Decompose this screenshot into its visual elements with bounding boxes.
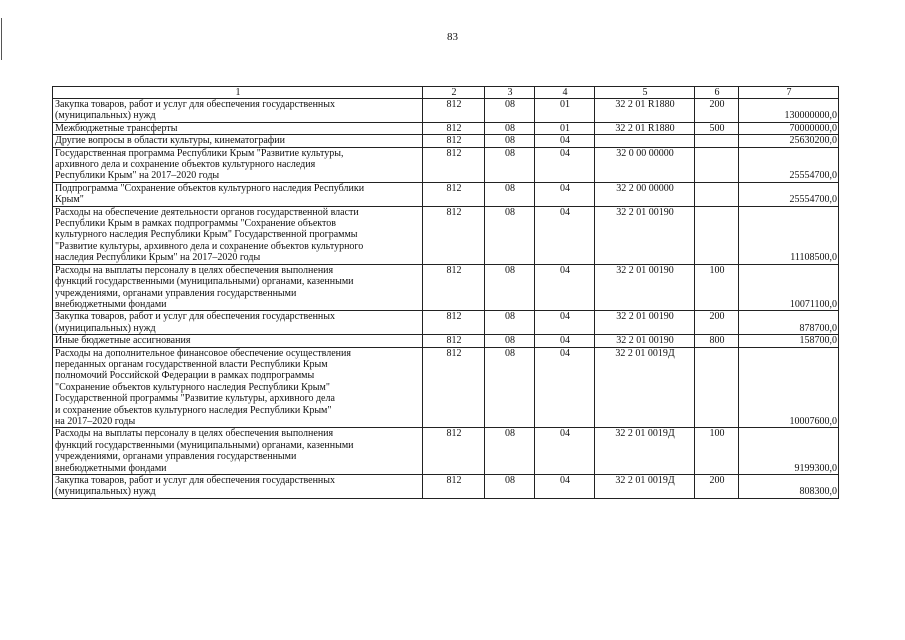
cell-name-line: Закупка товаров, работ и услуг для обеспечения государственных <box>55 475 336 486</box>
cell-rz: 08 <box>485 264 535 311</box>
cell-vr <box>695 147 739 182</box>
cell-name-line: полномочий Российской Федерации в рамках подпрограммы <box>55 370 315 382</box>
cell-csr: 32 2 01 00190 <box>595 311 695 335</box>
cell-vr <box>695 206 739 264</box>
cell-vr <box>695 135 739 147</box>
cell-gr: 812 <box>423 475 485 499</box>
cell-name-line: Расходы на дополнительное финансовое обеспечение осуществления <box>55 347 351 359</box>
cell-name <box>53 311 423 335</box>
header-cell-csr: 5 <box>595 87 695 99</box>
cell-gr: 812 <box>423 147 485 182</box>
table-row <box>53 135 839 147</box>
cell-rz: 08 <box>485 135 535 147</box>
cell-name-line: Республики Крым" на 2017–2020 годы <box>55 170 220 182</box>
cell-name-line: и сохранение объектов культурного наследия Республики Крым" <box>55 404 332 416</box>
cell-name-line: культурного наследия Республики Крым" Государственной программы <box>55 229 358 241</box>
cell-pr: 04 <box>535 206 595 264</box>
cell-pr: 04 <box>535 335 595 347</box>
cell-name-line: Закупка товаров, работ и услуг для обеспечения государственных <box>55 99 336 110</box>
table-row <box>53 428 839 475</box>
cell-amount: 878700,0 <box>739 311 839 335</box>
cell-name-line: Государственной программы "Развитие культуры, архивного дела <box>55 393 335 405</box>
cell-name-line: Республики Крым в рамках подпрограммы "Сохранение объектов <box>55 218 336 230</box>
cell-name <box>53 347 423 428</box>
cell-gr: 812 <box>423 122 485 134</box>
cell-rz: 08 <box>485 347 535 428</box>
cell-csr: 32 2 01 R1880 <box>595 122 695 134</box>
cell-name-line: Расходы на выплаты персоналу в целях обеспечения выполнения <box>55 264 334 276</box>
cell-csr: 32 2 01 0019Д <box>595 347 695 428</box>
cell-gr: 812 <box>423 311 485 335</box>
cell-name-line: архивного дела и сохранение объектов культурного наследия <box>55 159 316 171</box>
cell-rz: 08 <box>485 428 535 475</box>
cell-amount: 10007600,0 <box>739 347 839 428</box>
table-row <box>53 335 839 347</box>
cell-name-line: учреждениями, органами управления государственными <box>55 451 297 463</box>
cell-vr <box>695 182 739 206</box>
cell-name <box>53 335 423 347</box>
cell-rz: 08 <box>485 99 535 123</box>
cell-amount: 130000000,0 <box>739 99 839 123</box>
cell-vr <box>695 347 739 428</box>
cell-name-line: Межбюджетные трансферты <box>55 122 178 134</box>
cell-name <box>53 147 423 182</box>
cell-rz: 08 <box>485 335 535 347</box>
cell-name <box>53 182 423 206</box>
cell-pr: 01 <box>535 122 595 134</box>
cell-name-line: внебюджетными фондами <box>55 298 167 310</box>
cell-vr: 500 <box>695 122 739 134</box>
cell-amount: 25630200,0 <box>739 135 839 147</box>
table-row <box>53 122 839 134</box>
cell-amount: 9199300,0 <box>739 428 839 475</box>
cell-vr: 800 <box>695 335 739 347</box>
table-header-row <box>53 87 839 99</box>
cell-name-line: "Развитие культуры, архивного дела и сохранение объектов культурного <box>55 240 364 252</box>
cell-name-line: Крым" <box>55 194 84 206</box>
cell-csr: 32 2 01 0019Д <box>595 428 695 475</box>
cell-name <box>53 206 423 264</box>
cell-name <box>53 475 423 499</box>
cell-gr: 812 <box>423 347 485 428</box>
cell-rz: 08 <box>485 182 535 206</box>
cell-vr: 100 <box>695 428 739 475</box>
cell-name-line: учреждениями, органами управления государственными <box>55 287 297 299</box>
cell-name-line: внебюджетными фондами <box>55 462 167 474</box>
table-row <box>53 475 839 499</box>
cell-pr: 04 <box>535 347 595 428</box>
table-row <box>53 206 839 264</box>
cell-gr: 812 <box>423 264 485 311</box>
cell-amount: 70000000,0 <box>739 122 839 134</box>
cell-amount: 25554700,0 <box>739 147 839 182</box>
cell-name-line: Подпрограмма "Сохранение объектов культурного наследия Республики <box>55 182 365 194</box>
cell-csr: 32 2 01 R1880 <box>595 99 695 123</box>
cell-pr: 04 <box>535 182 595 206</box>
table-row <box>53 182 839 206</box>
header-cell-amount: 7 <box>739 87 839 99</box>
cell-gr: 812 <box>423 135 485 147</box>
cell-amount: 25554700,0 <box>739 182 839 206</box>
cell-pr: 04 <box>535 147 595 182</box>
header-cell-rz: 3 <box>485 87 535 99</box>
cell-name-line: Расходы на обеспечение деятельности органов государственной власти <box>55 206 359 218</box>
table-row <box>53 99 839 123</box>
cell-name-line: (муниципальных) нужд <box>55 486 156 498</box>
budget-table <box>52 86 839 499</box>
cell-name-line: Расходы на выплаты персоналу в целях обеспечения выполнения <box>55 428 334 440</box>
cell-vr: 200 <box>695 99 739 123</box>
cell-name-line: "Сохранение объектов культурного наследия Республики Крым" <box>55 381 330 393</box>
cell-rz: 08 <box>485 122 535 134</box>
table-row <box>53 147 839 182</box>
cell-csr: 32 2 01 00190 <box>595 335 695 347</box>
cell-pr: 04 <box>535 135 595 147</box>
cell-pr: 04 <box>535 264 595 311</box>
cell-rz: 08 <box>485 206 535 264</box>
cell-rz: 08 <box>485 311 535 335</box>
cell-name-line: наследия Республики Крым" на 2017–2020 годы <box>55 252 261 264</box>
header-cell-vr: 6 <box>695 87 739 99</box>
cell-vr: 100 <box>695 264 739 311</box>
cell-pr: 01 <box>535 99 595 123</box>
cell-name <box>53 428 423 475</box>
table-row <box>53 264 839 311</box>
cell-rz: 08 <box>485 475 535 499</box>
header-cell-name: 1 <box>53 87 423 99</box>
cell-name-line: на 2017–2020 годы <box>55 415 136 427</box>
cell-gr: 812 <box>423 99 485 123</box>
cell-name <box>53 264 423 311</box>
cell-amount: 808300,0 <box>739 475 839 499</box>
cell-csr <box>595 135 695 147</box>
cell-name-line: Другие вопросы в области культуры, кинематографии <box>55 135 285 147</box>
cell-vr: 200 <box>695 311 739 335</box>
cell-name-line: (муниципальных) нужд <box>55 110 156 122</box>
cell-gr: 812 <box>423 335 485 347</box>
cell-csr: 32 0 00 00000 <box>595 147 695 182</box>
cell-name-line: Иные бюджетные ассигнования <box>55 335 191 347</box>
cell-name-line: функций государственными (муниципальными) органами, казенными <box>55 276 354 288</box>
cell-csr: 32 2 01 00190 <box>595 264 695 311</box>
cell-pr: 04 <box>535 428 595 475</box>
cell-vr: 200 <box>695 475 739 499</box>
cell-csr: 32 2 01 00190 <box>595 206 695 264</box>
cell-name-line: переданных органам государственной власти Республики Крым <box>55 358 328 370</box>
cell-pr: 04 <box>535 311 595 335</box>
cell-name-line: Государственная программа Республики Крым "Развитие культуры, <box>55 147 344 159</box>
cell-name <box>53 135 423 147</box>
header-cell-gr: 2 <box>423 87 485 99</box>
page-number: 83 <box>447 31 458 43</box>
cell-amount: 11108500,0 <box>739 206 839 264</box>
header-cell-pr: 4 <box>535 87 595 99</box>
cell-rz: 08 <box>485 147 535 182</box>
cell-csr: 32 2 01 0019Д <box>595 475 695 499</box>
cell-amount: 158700,0 <box>739 335 839 347</box>
cell-gr: 812 <box>423 182 485 206</box>
cell-gr: 812 <box>423 428 485 475</box>
table-row <box>53 347 839 428</box>
cell-csr: 32 2 00 00000 <box>595 182 695 206</box>
cell-name <box>53 122 423 134</box>
cell-name <box>53 99 423 123</box>
cell-amount: 10071100,0 <box>739 264 839 311</box>
cell-name-line: функций государственными (муниципальными) органами, казенными <box>55 439 354 451</box>
cell-pr: 04 <box>535 475 595 499</box>
table-row <box>53 311 839 335</box>
cell-name-line: (муниципальных) нужд <box>55 322 156 334</box>
cell-name-line: Закупка товаров, работ и услуг для обеспечения государственных <box>55 311 336 323</box>
cell-gr: 812 <box>423 206 485 264</box>
